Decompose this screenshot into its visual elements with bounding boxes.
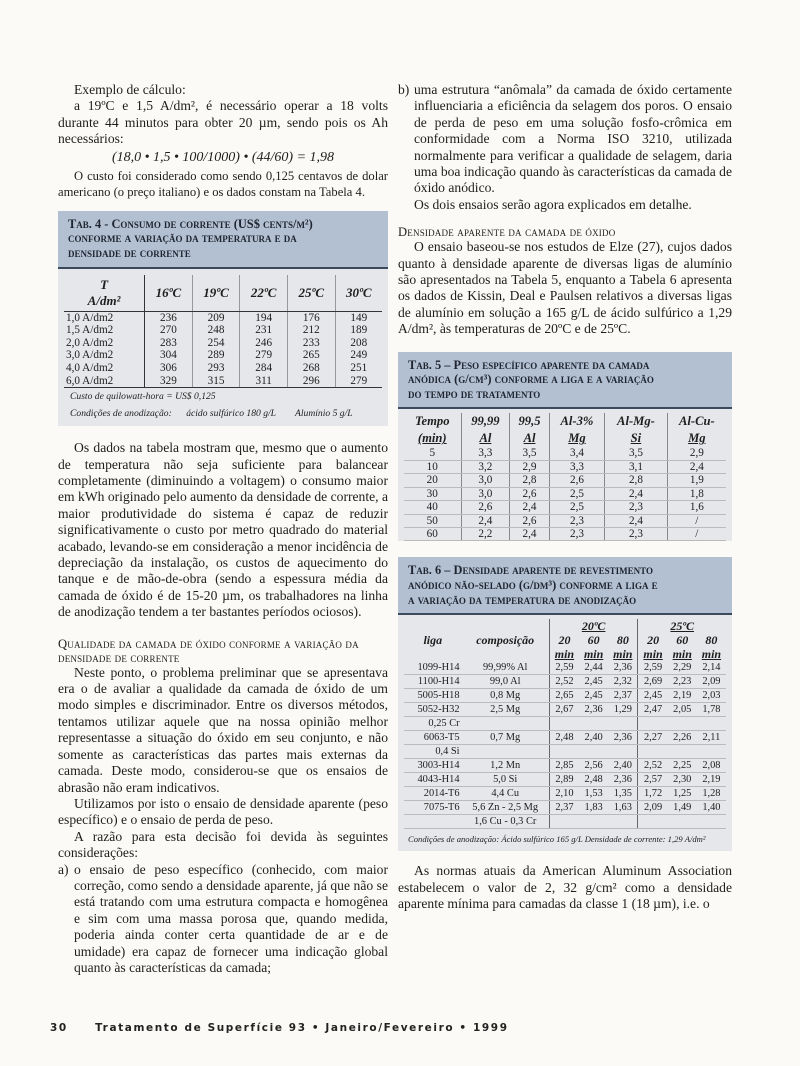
table-cell: 265 <box>287 349 335 362</box>
table-cell: 5,0 Si <box>462 773 550 787</box>
table-cell <box>404 815 462 829</box>
table-header: 20 <box>638 633 668 647</box>
table-cell: 2,89 <box>549 773 579 787</box>
table-cell: 2,69 <box>638 675 668 689</box>
table-header: 80 <box>705 633 718 648</box>
table-cell: 2,8 <box>510 474 550 487</box>
table-cell: 194 <box>240 311 288 324</box>
table-header: (min) <box>404 430 461 447</box>
table-cell <box>549 717 579 731</box>
table-6 <box>398 557 732 851</box>
table-row <box>404 447 726 460</box>
table-cell: 3,1 <box>605 460 668 473</box>
table-cell: 3,0 A/dm2 <box>64 349 145 362</box>
table-cell: 2,45 <box>638 689 668 703</box>
table-cell: 1,6 <box>667 501 726 514</box>
table-row <box>404 460 726 473</box>
table-cell: 1,9 <box>667 474 726 487</box>
table-cell <box>668 745 697 759</box>
table-4-col: 19ºC <box>192 275 240 312</box>
table-cell: 1100-H14 <box>404 675 462 689</box>
table-header: min <box>701 647 722 662</box>
table-header: Mg <box>549 430 604 447</box>
table-cell: 5052-H32 <box>404 703 462 717</box>
table-cell: 2,48 <box>549 731 579 745</box>
table-cell <box>638 717 668 731</box>
table-cell <box>579 745 608 759</box>
table-cell: 6,0 A/dm2 <box>64 375 145 388</box>
table-cell: 1,49 <box>668 801 697 815</box>
table-cell: 30 <box>404 487 461 500</box>
table-header: 99,5 <box>510 413 550 430</box>
table-cell: 3,2 <box>461 460 510 473</box>
table-4-col: 16ºC <box>145 275 193 312</box>
table-4-col: 30ºC <box>335 275 382 312</box>
table-cell: 2,08 <box>697 759 726 773</box>
table-cell: 7075-T6 <box>404 801 462 815</box>
table-header: 60 <box>676 633 689 648</box>
table-cell: 1,2 Mn <box>462 759 550 773</box>
table-cell <box>462 717 550 731</box>
table-header: 80 <box>616 633 629 648</box>
table-cell: 1,72 <box>638 787 668 801</box>
table-cell: 315 <box>192 375 240 388</box>
table-cell: 2,23 <box>668 675 697 689</box>
table-cell: 1099-H14 <box>404 661 462 675</box>
table-cell: 293 <box>192 362 240 375</box>
table-cell: 270 <box>160 324 177 337</box>
table-cell <box>462 745 550 759</box>
table-cell: 233 <box>287 337 335 350</box>
table-cell: 2,8 <box>605 474 668 487</box>
table-cell: 2,56 <box>579 759 608 773</box>
table-cell: 3003-H14 <box>404 759 462 773</box>
table-4 <box>58 211 388 426</box>
table-cell: 2,44 <box>579 661 608 675</box>
table-cell: 2,09 <box>638 801 668 815</box>
paragraph: Os dados na tabela mostram que, mesmo que o aumento de temperatura não seja suficiente para balancear completamente (diminuindo a voltagem) o consumo maior em kWh originado pelo aumento da densidade de corrente, a maior produtividade do sistema é capaz de reduzir significativamente o custo por metro quadrado do material acabado, levando-se em consideração a menor incidência de depreciação da instalação, os custos de aquecimento do tanque e de mão-de-obra (sendo a espessura média da camada de óxido é de 15-20 µm, os trabalhadores na linha de anodização tendem a ter bastantes períodos ociosos). <box>58 440 388 620</box>
table-6-grid <box>404 619 726 829</box>
table-header: min <box>549 647 579 661</box>
formula: (18,0 • 1,5 • 100/1000) • (44/60) = 1,98 <box>111 149 335 165</box>
table-header: min <box>583 647 604 662</box>
table-cell: 208 <box>335 337 382 350</box>
table-cell: 10 <box>404 460 461 473</box>
table-cell: 1,53 <box>579 787 608 801</box>
table-header: Al-Cu- <box>679 414 715 429</box>
footer-text: Tratamento de Superfície 93 • Janeiro/Fevereiro • 1999 <box>95 1022 509 1034</box>
table-cell: 3,0 <box>461 474 510 487</box>
table-cell: 2,05 <box>668 703 697 717</box>
table-cell: 236 <box>160 311 177 324</box>
table-cell: 1,25 <box>668 787 697 801</box>
table-row <box>404 731 726 745</box>
table-cell: 2,14 <box>697 661 726 675</box>
table-cell: 2,4 <box>605 514 668 527</box>
table-row <box>404 527 726 540</box>
table-header: Tempo <box>404 413 461 430</box>
table-cell <box>697 745 726 759</box>
table-cell: 1,78 <box>697 703 726 717</box>
table-row <box>404 474 726 487</box>
table-cell: 4043-H14 <box>404 773 462 787</box>
table-cell: 2,4 <box>510 527 550 540</box>
table-cell <box>579 815 608 829</box>
table-header: Mg <box>688 431 706 446</box>
table-cell: 311 <box>240 375 288 388</box>
table-header <box>462 647 550 661</box>
table-cell: 284 <box>240 362 288 375</box>
table-row <box>404 745 726 759</box>
table-row <box>404 501 726 514</box>
table-cell: 4,0 A/dm2 <box>64 362 145 375</box>
table-header: min <box>638 647 668 661</box>
table-cell: 4,4 Cu <box>462 787 550 801</box>
table-4-title: Tab. 4 - Consumo de corrente (US$ cents/m²) conforme a variação da temperatura e da densidade de corrente <box>58 211 388 269</box>
table-cell: 50 <box>404 514 461 527</box>
table-cell: 2,59 <box>549 661 579 675</box>
table-cell: 2,57 <box>638 773 668 787</box>
table-cell: 2,48 <box>579 773 608 787</box>
table-row <box>404 773 726 787</box>
table-cell: 1,28 <box>697 787 726 801</box>
table-cell: 2,65 <box>549 689 579 703</box>
list-item: a) o ensaio de peso específico (conhecido, com maior correção, como sendo a densidade aparente, já que não se está tratando com uma estrutura compacta e homogênea e sim com uma massa porosa que, quando medida, poderia ainda conter certa quantidade de ar e de umidade) era capaz de fornecer uma indicação global quanto às características da camada; <box>58 861 388 975</box>
table-row <box>404 815 726 829</box>
table-cell: 2,27 <box>638 731 668 745</box>
table-cell <box>549 815 579 829</box>
table-row <box>404 787 726 801</box>
right-column <box>398 82 732 912</box>
table-cell: 2,37 <box>549 801 579 815</box>
table-cell: 304 <box>160 349 177 362</box>
table-6-temp-20: 20ºC <box>549 619 638 633</box>
table-cell: 2,4 <box>510 501 550 514</box>
table-cell <box>697 717 726 731</box>
table-header: Al <box>510 430 550 447</box>
table-cell: 231 <box>240 324 288 337</box>
table-cell: 2,3 <box>549 527 604 540</box>
table-cell: 2,26 <box>668 731 697 745</box>
table-5 <box>398 352 732 542</box>
table-cell: 20 <box>404 474 461 487</box>
table-cell: 1,63 <box>608 801 638 815</box>
table-6-note: Condições de anodização: Ácido sulfúrico 165 g/L Densidade de corrente: 1,29 A/dm² <box>408 834 706 845</box>
table-row <box>404 675 726 689</box>
table-header: 20 <box>549 633 579 647</box>
table-cell: 289 <box>192 349 240 362</box>
table-cell: 2014-T6 <box>404 787 462 801</box>
table-cell: 2,30 <box>668 773 697 787</box>
table-cell: 0,4 Si <box>404 745 462 759</box>
table-cell: 279 <box>240 349 288 362</box>
table-cell: 2,36 <box>608 773 638 787</box>
paragraph: Os dois ensaios serão agora explicados em detalhe. <box>414 196 692 212</box>
table-cell: 1,8 <box>667 487 726 500</box>
table-cell: 212 <box>287 324 335 337</box>
section-heading: Densidade aparente da camada de óxido <box>398 225 616 240</box>
calc-intro: Exemplo de cálculo: <box>74 82 186 97</box>
table-cell: 246 <box>240 337 288 350</box>
table-cell: 2,47 <box>638 703 668 717</box>
table-cell: 2,52 <box>549 675 579 689</box>
table-cell <box>668 717 697 731</box>
paragraph: O ensaio baseou-se nos estudos de Elze (27), cujos dados quanto à densidade aparente de diversas ligas de alumínio são apresentados na Tabela 5, enquanto a Tabela 6 apresenta os dados de Kissin, Deal e Paulsen relativos a diversas ligas de alumínio em solução a 165 g/L de ácido sulfúrico a 1,29 A/dm², às temperaturas de 20ºC e de 25ºC. <box>398 239 732 337</box>
table-cell <box>638 815 668 829</box>
table-header: Al <box>461 430 510 447</box>
table-cell: 2,10 <box>549 787 579 801</box>
table-cell: 2,19 <box>697 773 726 787</box>
table-cell: 2,29 <box>668 661 697 675</box>
table-4-grid <box>64 275 382 389</box>
table-row <box>64 362 382 375</box>
table-row <box>64 375 382 388</box>
table-cell: 2,9 <box>667 447 726 460</box>
table-4-col: 22ºC <box>240 275 288 312</box>
table-5-grid <box>404 413 726 541</box>
table-cell: 2,36 <box>608 731 638 745</box>
table-cell: 1,29 <box>608 703 638 717</box>
table-cell: 0,25 Cr <box>404 717 462 731</box>
table-6-temp-25: 25ºC <box>638 619 726 633</box>
table-cell: 283 <box>160 336 177 349</box>
table-cell <box>608 717 638 731</box>
table-cell: 189 <box>335 324 382 337</box>
table-cell: 2,5 Mg <box>462 703 550 717</box>
table-4-col: 25ºC <box>287 275 335 312</box>
table-row <box>404 514 726 527</box>
table-cell: 99,0 Al <box>462 675 550 689</box>
calc-line: a 19ºC e 1,5 A/dm², é necessário operar a 18 volts durante 44 minutos para obter 20 µm, sendo pois os Ah necessários: <box>58 98 388 147</box>
table-cell: 1,83 <box>579 801 608 815</box>
table-cell: 3,5 <box>510 447 550 460</box>
table-cell <box>579 717 608 731</box>
table-cell: 2,25 <box>668 759 697 773</box>
table-cell: 2,67 <box>549 703 579 717</box>
left-column <box>58 82 388 976</box>
table-row <box>64 337 382 350</box>
table-cell: 3,3 <box>549 460 604 473</box>
list-item: b) uma estrutura “anômala” da camada de óxido certamente influenciaria a eficiência da selagem dos poros. O ensaio de perda de peso em uma solução fosfo-crômica em conformidade com a Norma ISO 3210, utilizada normalmente para verificar a qualidade de selagem, daria uma boa indicação quando às características da camada de óxido anódico. <box>398 82 732 196</box>
table-cell: 2,03 <box>697 689 726 703</box>
table-row <box>404 801 726 815</box>
table-cell: 254 <box>192 337 240 350</box>
table-cell: 248 <box>192 324 240 337</box>
table-cell: 2,36 <box>608 661 638 675</box>
table-cell: 2,40 <box>579 731 608 745</box>
table-cell: 2,37 <box>608 689 638 703</box>
table-4-note-2: Condições de anodização: ácido sulfúrico 180 g/L Alumínio 5 g/L <box>70 408 353 420</box>
table-header: Si <box>605 430 668 447</box>
table-cell: 40 <box>404 501 461 514</box>
page-footer <box>50 1022 509 1034</box>
table-cell: 329 <box>145 375 193 388</box>
table-row <box>404 717 726 731</box>
table-row <box>404 661 726 675</box>
table-cell: 2,9 <box>510 460 550 473</box>
table-cell: 1,35 <box>608 787 638 801</box>
table-cell: 2,36 <box>579 703 608 717</box>
paragraph: As normas atuais da American Aluminum Association estabelecem o valor de 2, 32 g/cm² como a densidade aparente mínima para camadas da classe 1 (18 µm), i.e. o <box>398 863 732 911</box>
table-cell: 268 <box>287 362 335 375</box>
table-header: min <box>613 647 633 662</box>
table-cell: 306 <box>160 362 177 374</box>
table-cell: 5 <box>404 447 461 460</box>
table-4-note-1: Custo de quilowatt-hora = US$ 0,125 <box>70 391 216 403</box>
table-cell: 2,32 <box>608 675 638 689</box>
table-cell: 2,6 <box>510 487 550 500</box>
table-row <box>404 689 726 703</box>
table-row <box>404 759 726 773</box>
table-cell: 2,2 <box>461 527 510 540</box>
table-cell: 3,4 <box>549 447 604 460</box>
table-header: 99,99 <box>461 413 510 430</box>
table-cell: 3,5 <box>605 447 668 460</box>
table-cell: 2,4 <box>667 460 726 473</box>
table-cell: 3,0 <box>461 487 510 500</box>
table-cell: 296 <box>287 375 335 388</box>
table-row <box>404 487 726 500</box>
table-cell <box>549 745 579 759</box>
table-cell: 2,52 <box>638 759 668 773</box>
section-heading: Qualidade da camada de óxido conforme a variação da densidade de corrente <box>58 636 359 665</box>
table-cell: 2,6 <box>461 501 510 514</box>
table-cell: 1,5 A/dm2 <box>64 324 145 337</box>
table-cell: 3,3 <box>461 447 510 460</box>
table-cell: 60 <box>404 527 461 540</box>
table-cell: 5005-H18 <box>404 689 462 703</box>
table-cell: 2,19 <box>668 689 697 703</box>
table-cell: 1,6 Cu - 0,3 Cr <box>462 815 550 829</box>
table-cell: 149 <box>335 311 382 324</box>
table-cell: / <box>667 514 726 527</box>
table-cell <box>668 815 697 829</box>
table-cell: 2,59 <box>638 661 668 675</box>
table-cell: 0,7 Mg <box>462 731 550 745</box>
table-cell: 279 <box>335 375 382 388</box>
table-header: liga <box>423 633 443 648</box>
table-header: Al-Mg- <box>605 413 668 430</box>
table-header <box>404 647 462 661</box>
table-cell <box>697 815 726 829</box>
table-5-title: Tab. 5 – Peso específico aparente da camada anódica (g/cm³) conforme a liga e a variação do tempo de tratamento <box>398 352 732 410</box>
table-row <box>404 703 726 717</box>
table-row <box>64 311 382 324</box>
table-header: 60 <box>587 633 600 648</box>
paragraph: A razão para esta decisão foi devida às seguintes considerações: <box>58 828 388 861</box>
table-cell <box>608 815 638 829</box>
table-cell: / <box>667 527 726 540</box>
table-cell: 2,0 A/dm2 <box>64 337 145 350</box>
table-cell: 2,3 <box>549 514 604 527</box>
paragraph: Utilizamos por isto o ensaio de densidade aparente (peso específico) e o ensaio de perda de peso. <box>58 795 388 828</box>
table-cell: 2,4 <box>461 514 510 527</box>
table-header: Al-3% <box>549 413 604 430</box>
table-cell: 2,40 <box>608 759 638 773</box>
table-row <box>64 324 382 337</box>
table-cell: 2,11 <box>697 731 726 745</box>
table-cell: 2,45 <box>579 689 608 703</box>
table-cell: 6063-T5 <box>404 731 462 745</box>
table-header: composição <box>476 633 535 648</box>
table-cell: 176 <box>287 311 335 324</box>
table-header: min <box>672 647 692 662</box>
table-cell: 2,09 <box>697 675 726 689</box>
table-cell: 2,6 <box>510 514 550 527</box>
table-row <box>64 349 382 362</box>
table-cell: 2,3 <box>605 501 668 514</box>
table-cell: 2,85 <box>549 759 579 773</box>
table-cell: 2,5 <box>549 487 604 500</box>
page-number: 30 <box>50 1022 68 1034</box>
table-cell: 2,6 <box>549 474 604 487</box>
table-cell: 2,4 <box>605 487 668 500</box>
table-cell: 209 <box>192 311 240 324</box>
table-cell: 99,99% Al <box>462 661 550 675</box>
table-cell: 2,5 <box>549 501 604 514</box>
table-cell: 251 <box>335 362 382 375</box>
table-cell: 249 <box>335 349 382 362</box>
table-6-title: Tab. 6 – Densidade aparente de revestimento anódico não-selado (g/dm³) conforme a liga e a variação da temperatura de anodização <box>398 557 732 615</box>
cost-paragraph: O custo foi considerado como sendo 0,125 centavos de dolar americano (o preço italiano) e os dados constam na Tabela 4. <box>58 169 388 200</box>
table-cell: 1,40 <box>697 801 726 815</box>
table-4-corner: T A/dm² <box>64 275 145 312</box>
table-cell: 2,45 <box>579 675 608 689</box>
paragraph: Neste ponto, o problema preliminar que se apresentava era o de avaliar a qualidade da camada de óxido de um modo simples e discriminador. Entre os diversos métodos, tentamos utilizar aquele que na nossa opinião melhor representasse a situação do óxido em seu conjunto, e não somente as características das partes mais externas da camada. Deste modo, considerou-se que os ensaios de abrasão não eram indicativos. <box>58 664 388 795</box>
table-cell: 5,6 Zn - 2,5 Mg <box>462 801 550 815</box>
table-cell: 2,3 <box>605 527 668 540</box>
table-cell: 1,0 A/dm2 <box>64 311 145 324</box>
table-cell: 0,8 Mg <box>462 689 550 703</box>
table-cell <box>638 745 668 759</box>
table-cell <box>608 745 638 759</box>
